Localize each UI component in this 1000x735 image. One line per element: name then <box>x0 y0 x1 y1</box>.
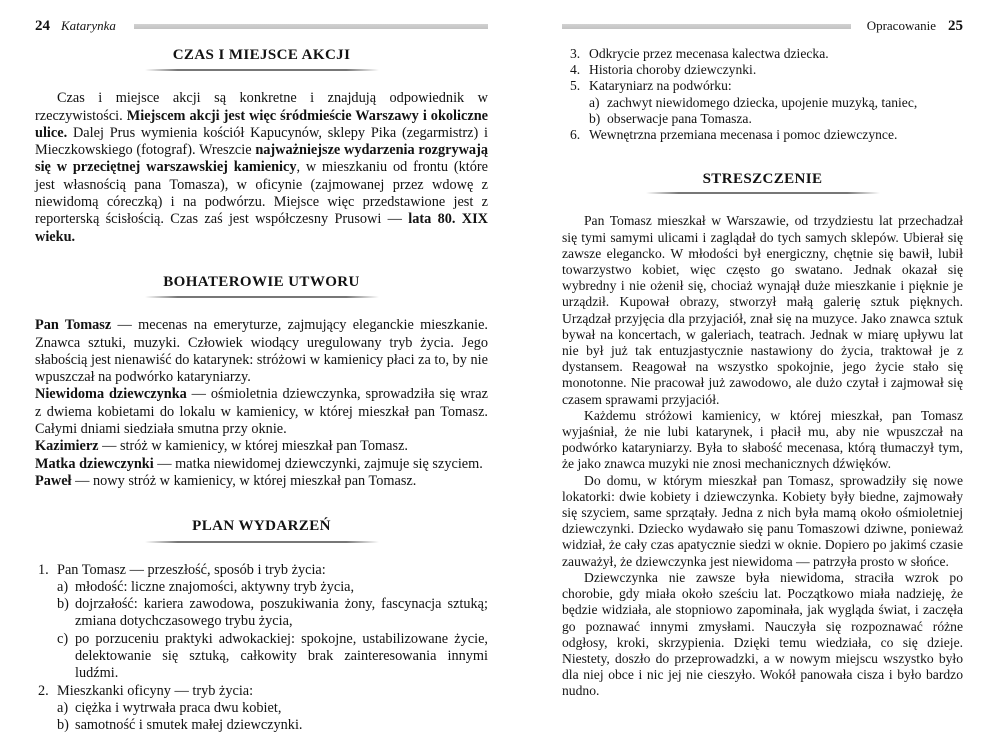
list-item-text: Kataryniarz na podwórku: <box>589 78 732 94</box>
list-item-marker: 3. <box>570 46 581 61</box>
text-run: — mecenas na emeryturze, zajmujący eleganckie mieszkanie. Znawca sztuki, muzyki. Człowiek wiodący uregulowany tryb życia. Jego słabością jest nienawiść do katarynek: stróżowi w kamienicy płaci za to, by nie wpuszczał na podwórko kataryniarzy. <box>35 317 488 386</box>
list-item-text: Pan Tomasz — przeszłość, sposób i tryb życia: <box>57 561 326 578</box>
body-paragraph <box>562 408 963 473</box>
page-right <box>562 18 963 700</box>
bold-run: Miejscem akcji jest więc śródmieście Warszawy i okoliczne ulice. <box>35 107 488 141</box>
list-item-body <box>589 62 963 78</box>
list-subitem-marker: b) <box>57 596 69 613</box>
body-paragraph <box>35 386 488 438</box>
list-subitem-marker: c) <box>57 630 69 647</box>
body-paragraph <box>35 90 488 246</box>
page-left <box>35 18 488 735</box>
text-run: — matka niewidomej dziewczynki, zajmuje się szyciem. <box>153 455 483 472</box>
section-heading <box>35 518 488 542</box>
text-run: — nowy stróż w kamienicy, w której mieszkał pan Tomasz. <box>71 472 417 489</box>
heading-rule <box>145 541 379 543</box>
text-run: Do domu, w którym mieszkał pan Tomasz, sprowadziły się nowe lokatorki: dwie kobiety i dziewczynka. Kobiety były biedne, zajmowały się szyciem, same sprzątały. Jedna z nich była mamą około ośmioletniej dziewczynki. Dziecko wydawało się panu Tomaszowi dziwne, ponieważ widział, że cały czas apatycznie siedzi w oknie. Dopiero po jakimś czasie zauważył, że dziewczynka jest niewidoma — patrzyła prosto w słońce. <box>562 472 963 569</box>
list-subitem-text: zachwyt niewidomego dziecka, upojenie muzyką, taniec, <box>607 94 918 110</box>
list-item-marker: 6. <box>570 127 581 143</box>
list-item-body <box>589 78 963 127</box>
list-subitem <box>589 95 963 111</box>
text-run: , w mieszkaniu od frontu (które jest własnością pana Tomasza), w oficynie (zajmowanej przez wdowę z niewidomą córeczką) i na podwórzu. Miejsce więc przedstawione jest z reporterską ścisłością. Czas zaś jest współczesny Prusowi — <box>35 159 488 228</box>
list-item-text: Odkrycie przez mecenasa kalectwa dziecka. <box>589 46 829 61</box>
page-header-right <box>562 18 963 34</box>
header-rule <box>134 24 488 29</box>
list-subitem <box>57 579 488 596</box>
list-item-body <box>589 46 963 62</box>
list-subitem <box>57 596 488 631</box>
body-paragraph <box>35 456 488 473</box>
list-item <box>38 562 488 683</box>
list-subitem-text: obserwacje pana Tomasza. <box>607 110 752 126</box>
page-header-left <box>35 18 488 34</box>
list-item <box>38 683 488 735</box>
body-paragraph <box>35 473 488 490</box>
running-title: Katarynka <box>61 18 116 33</box>
section-heading <box>562 171 963 194</box>
list-item-marker: 5. <box>570 78 581 94</box>
list-item-text: Wewnętrzna przemiana mecenasa i pomoc dziewczynce. <box>589 127 898 143</box>
bold-run: Pan Tomasz <box>35 317 112 334</box>
page-number: 25 <box>948 18 963 34</box>
section-heading-text: PLAN WYDARZEŃ <box>192 518 331 535</box>
list-subitem <box>589 111 963 127</box>
list-item-body <box>57 562 488 683</box>
bold-run: Kazimierz <box>35 438 99 455</box>
bold-run: najważniejsze wydarzenia rozgrywają się w przeciętnej warszawskiej kamienicy <box>35 142 488 176</box>
section-heading <box>35 47 488 71</box>
bold-run: Matka dziewczynki <box>35 455 154 472</box>
list-item-marker: 1. <box>38 561 49 578</box>
text-run: — stróż w kamienicy, w której mieszkał pan Tomasz. <box>98 438 408 455</box>
section-heading <box>35 274 488 298</box>
heading-rule <box>646 192 880 194</box>
body-paragraph <box>562 570 963 700</box>
text-run: Czas i miejsce akcji są konkretne i znajdują odpowiednik w rzeczywistości. <box>35 90 488 124</box>
list-subitem <box>57 700 488 717</box>
header-rule <box>562 24 851 29</box>
text-run: — ośmioletnia dziewczynka, sprowadziła się wraz z dwiema kobietami do lokalu w kamienicy, w której mieszkał pan Tomasz. Całymi dniami siedziała smutna przy oknie. <box>35 386 488 438</box>
list-item-body <box>57 683 488 735</box>
bold-run: lata 80. XIX wieku. <box>35 211 488 245</box>
heading-rule <box>145 296 379 298</box>
page-content-right <box>562 46 963 700</box>
bold-run: Paweł <box>35 472 72 489</box>
running-title: Opracowanie <box>866 18 936 33</box>
bold-run: Niewidoma dziewczynka <box>35 386 187 403</box>
list-item-marker: 4. <box>570 62 581 78</box>
numbered-list <box>38 562 488 735</box>
list-item <box>570 46 963 62</box>
section-heading-text: CZAS I MIEJSCE AKCJI <box>172 47 351 63</box>
text-run: Pan Tomasz mieszkał w Warszawie, od trzydziestu lat przechadzał się tymi samymi ulicami i zaglądał do tych samych sklepów. Ubierał się zawsze elegancko. W młodości był energiczny, chętnie się bawił, lubił towarzystwo kobiet, więc często go swatano. Jednak okazał się wybredny i nie ożenił się, chociaż wynajął duże mieszkanie i pięknie je urządził. Kupował obrazy, stworzył małą galerię sztuk pięknych. Urządzał przyjęcia dla przyjaciół, znał się na muzyce. Jako znawca sztuk bywał na koncertach, w galeriach, teatrach. Jednak w miarę upływu lat nie był już tak entuzjastycznie nastawiony do życia, traktował je z dystansem. Reagował na wszystko spokojnie, jego życie stało się monotonne. Nie pracował już zawodowo, ale dużo czytał i zajmował się czasem sprawami przyjaciół. <box>562 213 963 407</box>
list-subitem-marker: a) <box>57 578 69 595</box>
text-run: Każdemu stróżowi kamienicy, w której mieszkał, pan Tomasz wyjaśniał, że nie lubi katarynek, i płacił mu, aby nie wpuszczał na podwórko kataryniarzy. Była to słabość mecenasa, którą tłumaczył tym, że jako znawca muzyki nie znosi mechanicznych dźwięków. <box>562 407 963 472</box>
list-subitem-marker: b) <box>57 717 69 734</box>
list-subitem <box>57 631 488 683</box>
list-subitem-marker: a) <box>589 94 600 110</box>
body-paragraph <box>562 473 963 570</box>
body-paragraph <box>35 438 488 455</box>
text-run: Dziewczynka nie zawsze była niewidoma, straciła wzrok po chorobie, gdy miała około sześciu lat. Początkowo miała nadzieję, że będzie widziała, ale stopniowo zapominała, jak wygląda świat, i zaczęła go poznawać innymi zmysłami. Nauczyła się rozpoznawać różne odgłosy, kroki, skrzypienia. Dzięki temu wiedziała, co się dzieje. Niestety, doszło do przeprowadzki, a w nowym miejscu wszystko było dla niej obce i nic jej nie cieszyło. Wokół panowała cisza i było bardzo nudno. <box>562 569 963 699</box>
text-run: Dalej Prus wymienia kościół Kapucynów, sklepy Pika (zegarmistrz) i Mieczkowskiego (fotograf). Wreszcie <box>35 124 488 159</box>
list-subitem-marker: a) <box>57 699 69 716</box>
list-subitem-text: ciężka i wytrwała praca dwu kobiet, <box>75 699 282 716</box>
list-item <box>570 62 963 78</box>
list-subitem-text: dojrzałość: kariera zawodowa, poszukiwania żony, fascynacja sztuką; zmiana dotychczasowego trybu życia, <box>75 596 488 630</box>
list-item <box>570 127 963 143</box>
body-paragraph <box>562 213 963 407</box>
list-item-body <box>589 127 963 143</box>
page-content-left <box>35 47 488 735</box>
list-subitem-marker: b) <box>589 110 601 126</box>
body-paragraph <box>35 317 488 386</box>
list-item-text: Historia choroby dziewczynki. <box>589 62 757 78</box>
list-subitem-text: młodość: liczne znajomości, aktywny tryb życia, <box>75 578 355 595</box>
section-heading-text: BOHATEROWIE UTWORU <box>163 273 360 290</box>
numbered-list <box>570 46 963 143</box>
list-item <box>570 78 963 127</box>
list-subitem <box>57 717 488 734</box>
list-item-text: Mieszkanki oficyny — tryb życia: <box>57 682 254 699</box>
list-subitem-text: samotność i smutek małej dziewczynki. <box>75 717 303 734</box>
list-item-marker: 2. <box>38 682 49 699</box>
section-heading-text: STRESZCZENIE <box>702 171 823 188</box>
heading-rule <box>145 69 379 71</box>
list-subitem-text: po porzuceniu praktyki adwokackiej: spokojne, ustabilizowane życie, delektowanie się sztuką, całkowity brak zainteresowania innymi ludźmi. <box>75 630 488 682</box>
page-number: 24 <box>35 18 50 34</box>
